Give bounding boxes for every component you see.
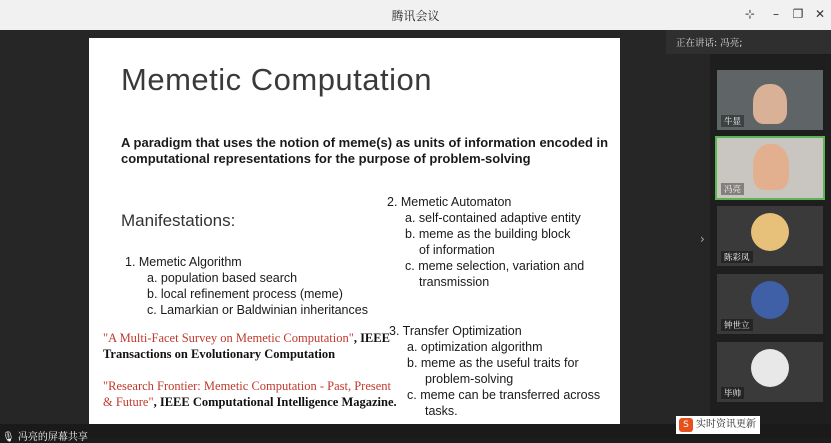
automaton-item: a. self-contained adaptive entity [405,211,581,225]
reference-2-title: "Research Frontier: Memetic Computation - Past, Present & Future" [103,379,392,409]
speaking-indicator [666,30,831,54]
participant-tile[interactable] [717,342,823,402]
transfer-item: tasks. [425,404,458,418]
participant-name: 陈彩凤 [721,251,753,263]
title-bar [0,0,831,30]
window-title: 腾讯会议 [391,9,440,23]
news-label: 实时资讯更新 [696,419,756,430]
transfer-item: problem-solving [425,372,514,386]
transfer-item: c. meme can be transferred across [407,388,601,402]
participant-tile[interactable] [717,206,823,266]
automaton-item: c. meme selection, variation and [405,259,585,273]
screen-share-label [2,428,88,443]
transfer-heading: 3. Transfer Optimization [389,324,522,338]
participant-name: 钟世立 [721,319,753,331]
participant-tile[interactable] [717,70,823,130]
mic-icon: 🎙 [2,432,15,443]
maximize-button[interactable]: ❐ [792,7,804,21]
algorithm-item: b. local refinement process (meme) [147,287,343,301]
news-notification[interactable] [676,416,760,434]
automaton-item: b. meme as the building block [405,227,571,241]
reference-2 [103,379,403,410]
algorithm-heading: 1. Memetic Algorithm [125,255,242,269]
reference-1 [103,331,403,362]
reference-2-journal: , IEEE Computational Intelligence Magazine. [153,394,397,409]
avatar [751,281,789,319]
automaton-item: transmission [419,275,490,289]
slide-title: Memetic Computation [121,62,433,97]
transfer-item: b. meme as the useful traits for [407,356,579,370]
participant-video [753,84,787,124]
participant-name: 冯亮 [721,183,744,195]
minimize-button[interactable]: – [773,7,779,21]
algorithm-item: c. Lamarkian or Baldwinian inheritances [147,303,368,317]
automaton-heading: 2. Memetic Automaton [387,195,512,209]
collapse-sidebar-icon[interactable]: › [700,232,705,246]
manifestations-heading: Manifestations: [121,211,236,230]
presentation-slide [89,38,620,438]
transfer-item: a. optimization algorithm [407,340,543,354]
speaking-label: 正在讲话: 冯亮; [676,38,743,49]
automaton-item: of information [419,243,495,257]
pin-icon[interactable]: ⊹ [744,7,756,21]
reference-1-journal: , IEEE Transactions on Evolutionary Computation [103,331,390,361]
share-owner-text: 冯亮的屏幕共享 [17,432,88,443]
close-button[interactable]: ✕ [814,7,826,21]
participant-name: 毕帅 [721,387,744,399]
participant-name: 牛显 [721,115,744,127]
participant-tile[interactable] [717,274,823,334]
participant-video [753,144,789,190]
avatar [751,349,789,387]
slide-subtitle: A paradigm that uses the notion of meme(s) as units of information encoded in computational representations for the purpose of problem-solving [121,135,609,166]
avatar [751,213,789,251]
reference-1-title: "A Multi-Facet Survey on Memetic Computation" [103,331,354,345]
participant-tile-active[interactable] [717,138,823,198]
algorithm-item: a. population based search [147,271,298,285]
news-logo-icon: S [679,418,693,432]
